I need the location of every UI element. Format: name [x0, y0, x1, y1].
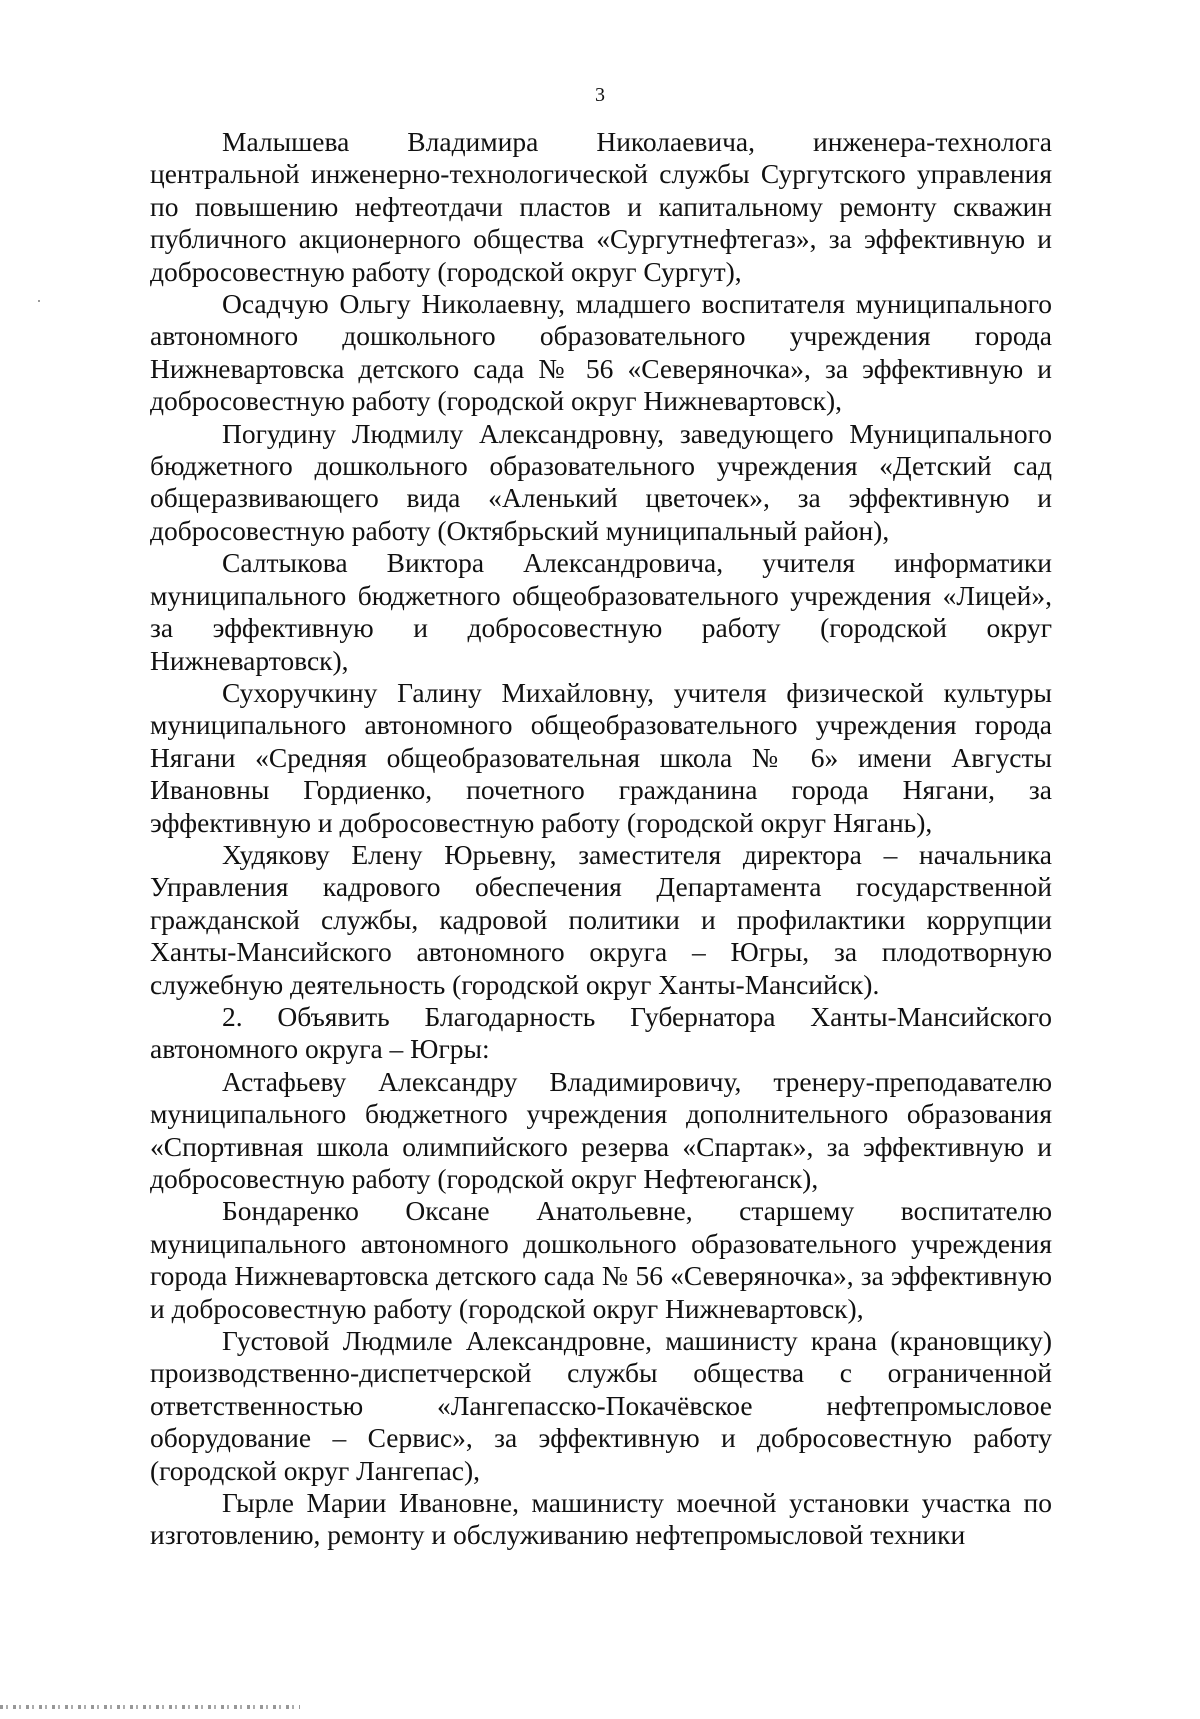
- paragraph-gustova: Густовой Людмиле Александровне, машинисту крана (крановщику) производственно-диспетчерской службы общества с ограниченной ответственностью «Лангепасско-Покачёвское нефтепромысловое оборудование – Сервис», за эффективную и добросовестную работу (городской округ Лангепас),: [150, 1325, 1052, 1486]
- paragraph-section-2: 2. Объявить Благодарность Губернатора Ханты-Мансийского автономного округа – Югры:: [150, 1000, 1052, 1065]
- paragraph-pogudina: Погудину Людмилу Александровну, заведующего Муниципального бюджетного дошкольного образовательного учреждения «Детский сад общеразвивающего вида «Аленький цветочек», за эффективную и добросовестную работу (Октябрьский муниципальный район),: [150, 417, 1052, 546]
- paragraph-gyrle: Гырле Марии Ивановне, машинисту моечной установки участка по изготовлению, ремонту и обслуживанию нефтепромысловой техники: [150, 1487, 1052, 1551]
- page-number: 3: [595, 84, 605, 106]
- paragraph-bondarenko: Бондаренко Оксане Анатольевне, старшему воспитателю муниципального автономного дошкольного образовательного учреждения города Нижневартовска детского сада № 56 «Северяночка», за эффективную и добросовестную работу (городской округ Нижневартовск),: [150, 1195, 1052, 1324]
- document-body: [150, 126, 1052, 1552]
- paragraph-sukhoruchkina: Сухоручкину Галину Михайловну, учителя физической культуры муниципального автономного общеобразовательного учреждения города Нягани «Средняя общеобразовательная школа № 6» имени Августы Ивановны Гордиенко, почетного гражданина города Нягани, за эффективную и добросовестную работу (городской округ Нягань),: [150, 676, 1052, 838]
- paragraph-saltykov: Салтыкова Виктора Александровича, учителя информатики муниципального бюджетного общеобразовательного учреждения «Лицей», за эффективную и добросовестную работу (городской округ Нижневартовск),: [150, 547, 1052, 676]
- paragraph-astafyev: Астафьеву Александру Владимировичу, тренеру-преподавателю муниципального бюджетного учреждения дополнительного образования «Спортивная школа олимпийского резерва «Спартак», за эффективную и добросовестную работу (городской округ Нефтеюганск),: [150, 1065, 1052, 1194]
- paragraph-malyshev: Малышева Владимира Николаевича, инженера-технолога центральной инженерно-технологической службы Сургутского управления по повышению нефтеотдачи пластов и капитальному ремонту скважин публичного акционерного общества «Сургутнефтегаз», за эффективную и добросовестную работу (городской округ Сургут),: [150, 126, 1052, 287]
- paragraph-osadchaya: Осадчую Ольгу Николаевну, младшего воспитателя муниципального автономного дошкольного образовательного учреждения города Нижневартовска детского сада № 56 «Северяночка», за эффективную и добросовестную работу (городской округ Нижневартовск),: [150, 288, 1052, 417]
- paragraph-khudyakova: Худякову Елену Юрьевну, заместителя директора – начальника Управления кадрового обеспечения Департамента государственной гражданской службы, кадровой политики и профилактики коррупции Ханты-Мансийского автономного округа – Югры, за плодотворную служебную деятельность (городской округ Ханты-Мансийск).: [150, 838, 1052, 1000]
- scan-speck: [38, 300, 40, 302]
- scan-edge-noise: [0, 1705, 300, 1709]
